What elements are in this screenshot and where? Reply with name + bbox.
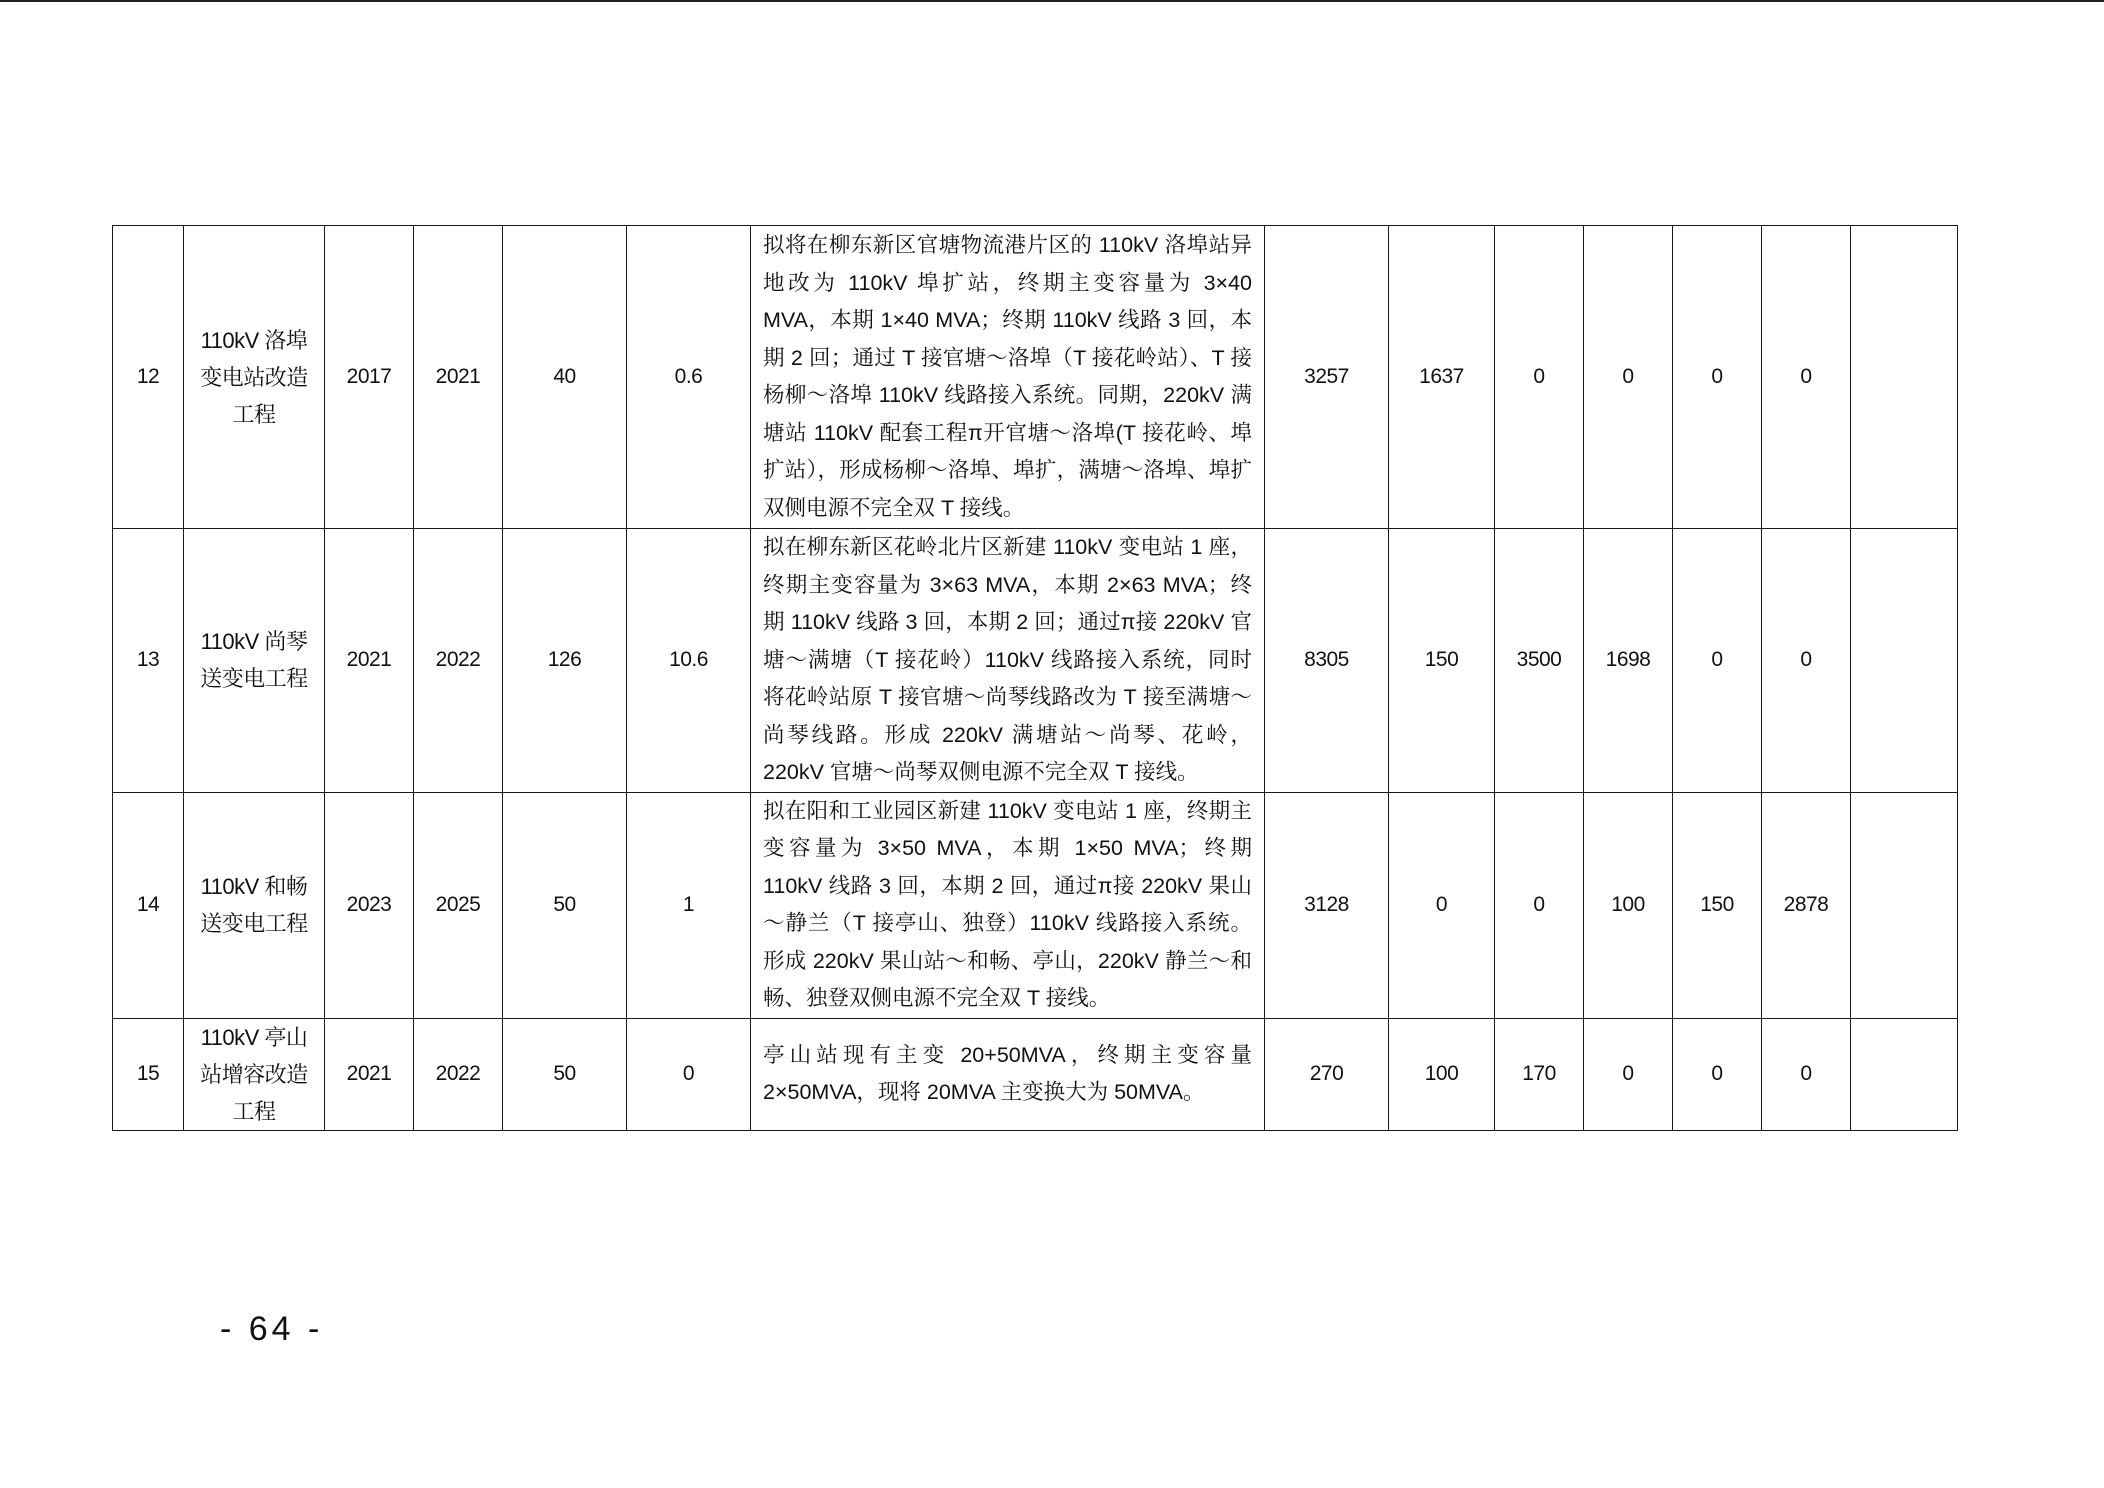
cell-year-1: 150	[1389, 529, 1495, 793]
table-row	[113, 1018, 1958, 1130]
cell-remark	[1851, 792, 1958, 1018]
cell-capacity: 50	[503, 792, 627, 1018]
cell-year-4: 0	[1673, 529, 1762, 793]
cell-start-year: 2021	[325, 529, 414, 793]
cell-description: 亭山站现有主变 20+50MVA，终期主变容量 2×50MVA，现将 20MVA 主变换大为 50MVA。	[751, 1018, 1265, 1130]
cell-year-1: 100	[1389, 1018, 1495, 1130]
cell-line-length: 10.6	[627, 529, 751, 793]
cell-year-2: 0	[1495, 792, 1584, 1018]
cell-project-name: 110kV 洛埠变电站改造工程	[184, 226, 325, 529]
cell-total-investment: 3128	[1265, 792, 1389, 1018]
top-border-line	[0, 0, 2104, 2]
cell-end-year: 2021	[414, 226, 503, 529]
cell-total-investment: 8305	[1265, 529, 1389, 793]
cell-year-4: 0	[1673, 226, 1762, 529]
cell-year-3: 1698	[1584, 529, 1673, 793]
cell-line-length: 0	[627, 1018, 751, 1130]
cell-capacity: 40	[503, 226, 627, 529]
cell-year-4: 150	[1673, 792, 1762, 1018]
cell-year-5: 2878	[1762, 792, 1851, 1018]
cell-end-year: 2025	[414, 792, 503, 1018]
cell-no: 13	[113, 529, 184, 793]
cell-line-length: 0.6	[627, 226, 751, 529]
cell-start-year: 2023	[325, 792, 414, 1018]
cell-end-year: 2022	[414, 1018, 503, 1130]
cell-year-2: 170	[1495, 1018, 1584, 1130]
cell-capacity: 126	[503, 529, 627, 793]
cell-year-5: 0	[1762, 529, 1851, 793]
table-row	[113, 226, 1958, 529]
cell-year-5: 0	[1762, 1018, 1851, 1130]
cell-start-year: 2017	[325, 226, 414, 529]
cell-remark	[1851, 226, 1958, 529]
cell-project-name: 110kV 和畅送变电工程	[184, 792, 325, 1018]
table-row	[113, 792, 1958, 1018]
cell-no: 14	[113, 792, 184, 1018]
page-number: - 64 -	[220, 1310, 324, 1348]
cell-year-3: 0	[1584, 1018, 1673, 1130]
cell-start-year: 2021	[325, 1018, 414, 1130]
cell-project-name: 110kV 尚琴送变电工程	[184, 529, 325, 793]
cell-line-length: 1	[627, 792, 751, 1018]
cell-no: 12	[113, 226, 184, 529]
cell-year-2: 3500	[1495, 529, 1584, 793]
cell-description: 拟将在柳东新区官塘物流港片区的 110kV 洛埠站异地改为 110kV 埠扩站，终期主变容量为 3×40 MVA，本期 1×40 MVA；终期 110kV 线路 3 回，本期 2 回；通过 T 接官塘～洛埠（T 接花岭站）、T 接杨柳～洛埠 110kV 线路接入系统。同期，220kV 满塘站 110kV 配套工程π开官塘～洛埠(T 接花岭、埠扩站），形成杨柳～洛埠、埠扩，满塘～洛埠、埠扩双侧电源不完全双 T 接线。	[751, 226, 1265, 529]
cell-year-3: 100	[1584, 792, 1673, 1018]
cell-capacity: 50	[503, 1018, 627, 1130]
cell-year-4: 0	[1673, 1018, 1762, 1130]
cell-end-year: 2022	[414, 529, 503, 793]
cell-year-3: 0	[1584, 226, 1673, 529]
cell-year-5: 0	[1762, 226, 1851, 529]
table-row	[113, 529, 1958, 793]
cell-description: 拟在柳东新区花岭北片区新建 110kV 变电站 1 座，终期主变容量为 3×63 MVA，本期 2×63 MVA；终期 110kV 线路 3 回，本期 2 回；通过π接 220kV 官塘～满塘（T 接花岭）110kV 线路接入系统，同时将花岭站原 T 接官塘～尚琴线路改为 T 接至满塘～尚琴线路。形成 220kV 满塘站～尚琴、花岭，220kV 官塘～尚琴双侧电源不完全双 T 接线。	[751, 529, 1265, 793]
cell-remark	[1851, 529, 1958, 793]
cell-year-2: 0	[1495, 226, 1584, 529]
project-table	[112, 225, 1958, 1131]
cell-total-investment: 3257	[1265, 226, 1389, 529]
cell-project-name: 110kV 亭山站增容改造工程	[184, 1018, 325, 1130]
cell-no: 15	[113, 1018, 184, 1130]
cell-description: 拟在阳和工业园区新建 110kV 变电站 1 座，终期主变容量为 3×50 MVA，本期 1×50 MVA；终期 110kV 线路 3 回，本期 2 回，通过π接 220kV 果山～静兰（T 接亭山、独登）110kV 线路接入系统。形成 220kV 果山站～和畅、亭山，220kV 静兰～和畅、独登双侧电源不完全双 T 接线。	[751, 792, 1265, 1018]
cell-year-1: 1637	[1389, 226, 1495, 529]
cell-total-investment: 270	[1265, 1018, 1389, 1130]
cell-year-1: 0	[1389, 792, 1495, 1018]
cell-remark	[1851, 1018, 1958, 1130]
